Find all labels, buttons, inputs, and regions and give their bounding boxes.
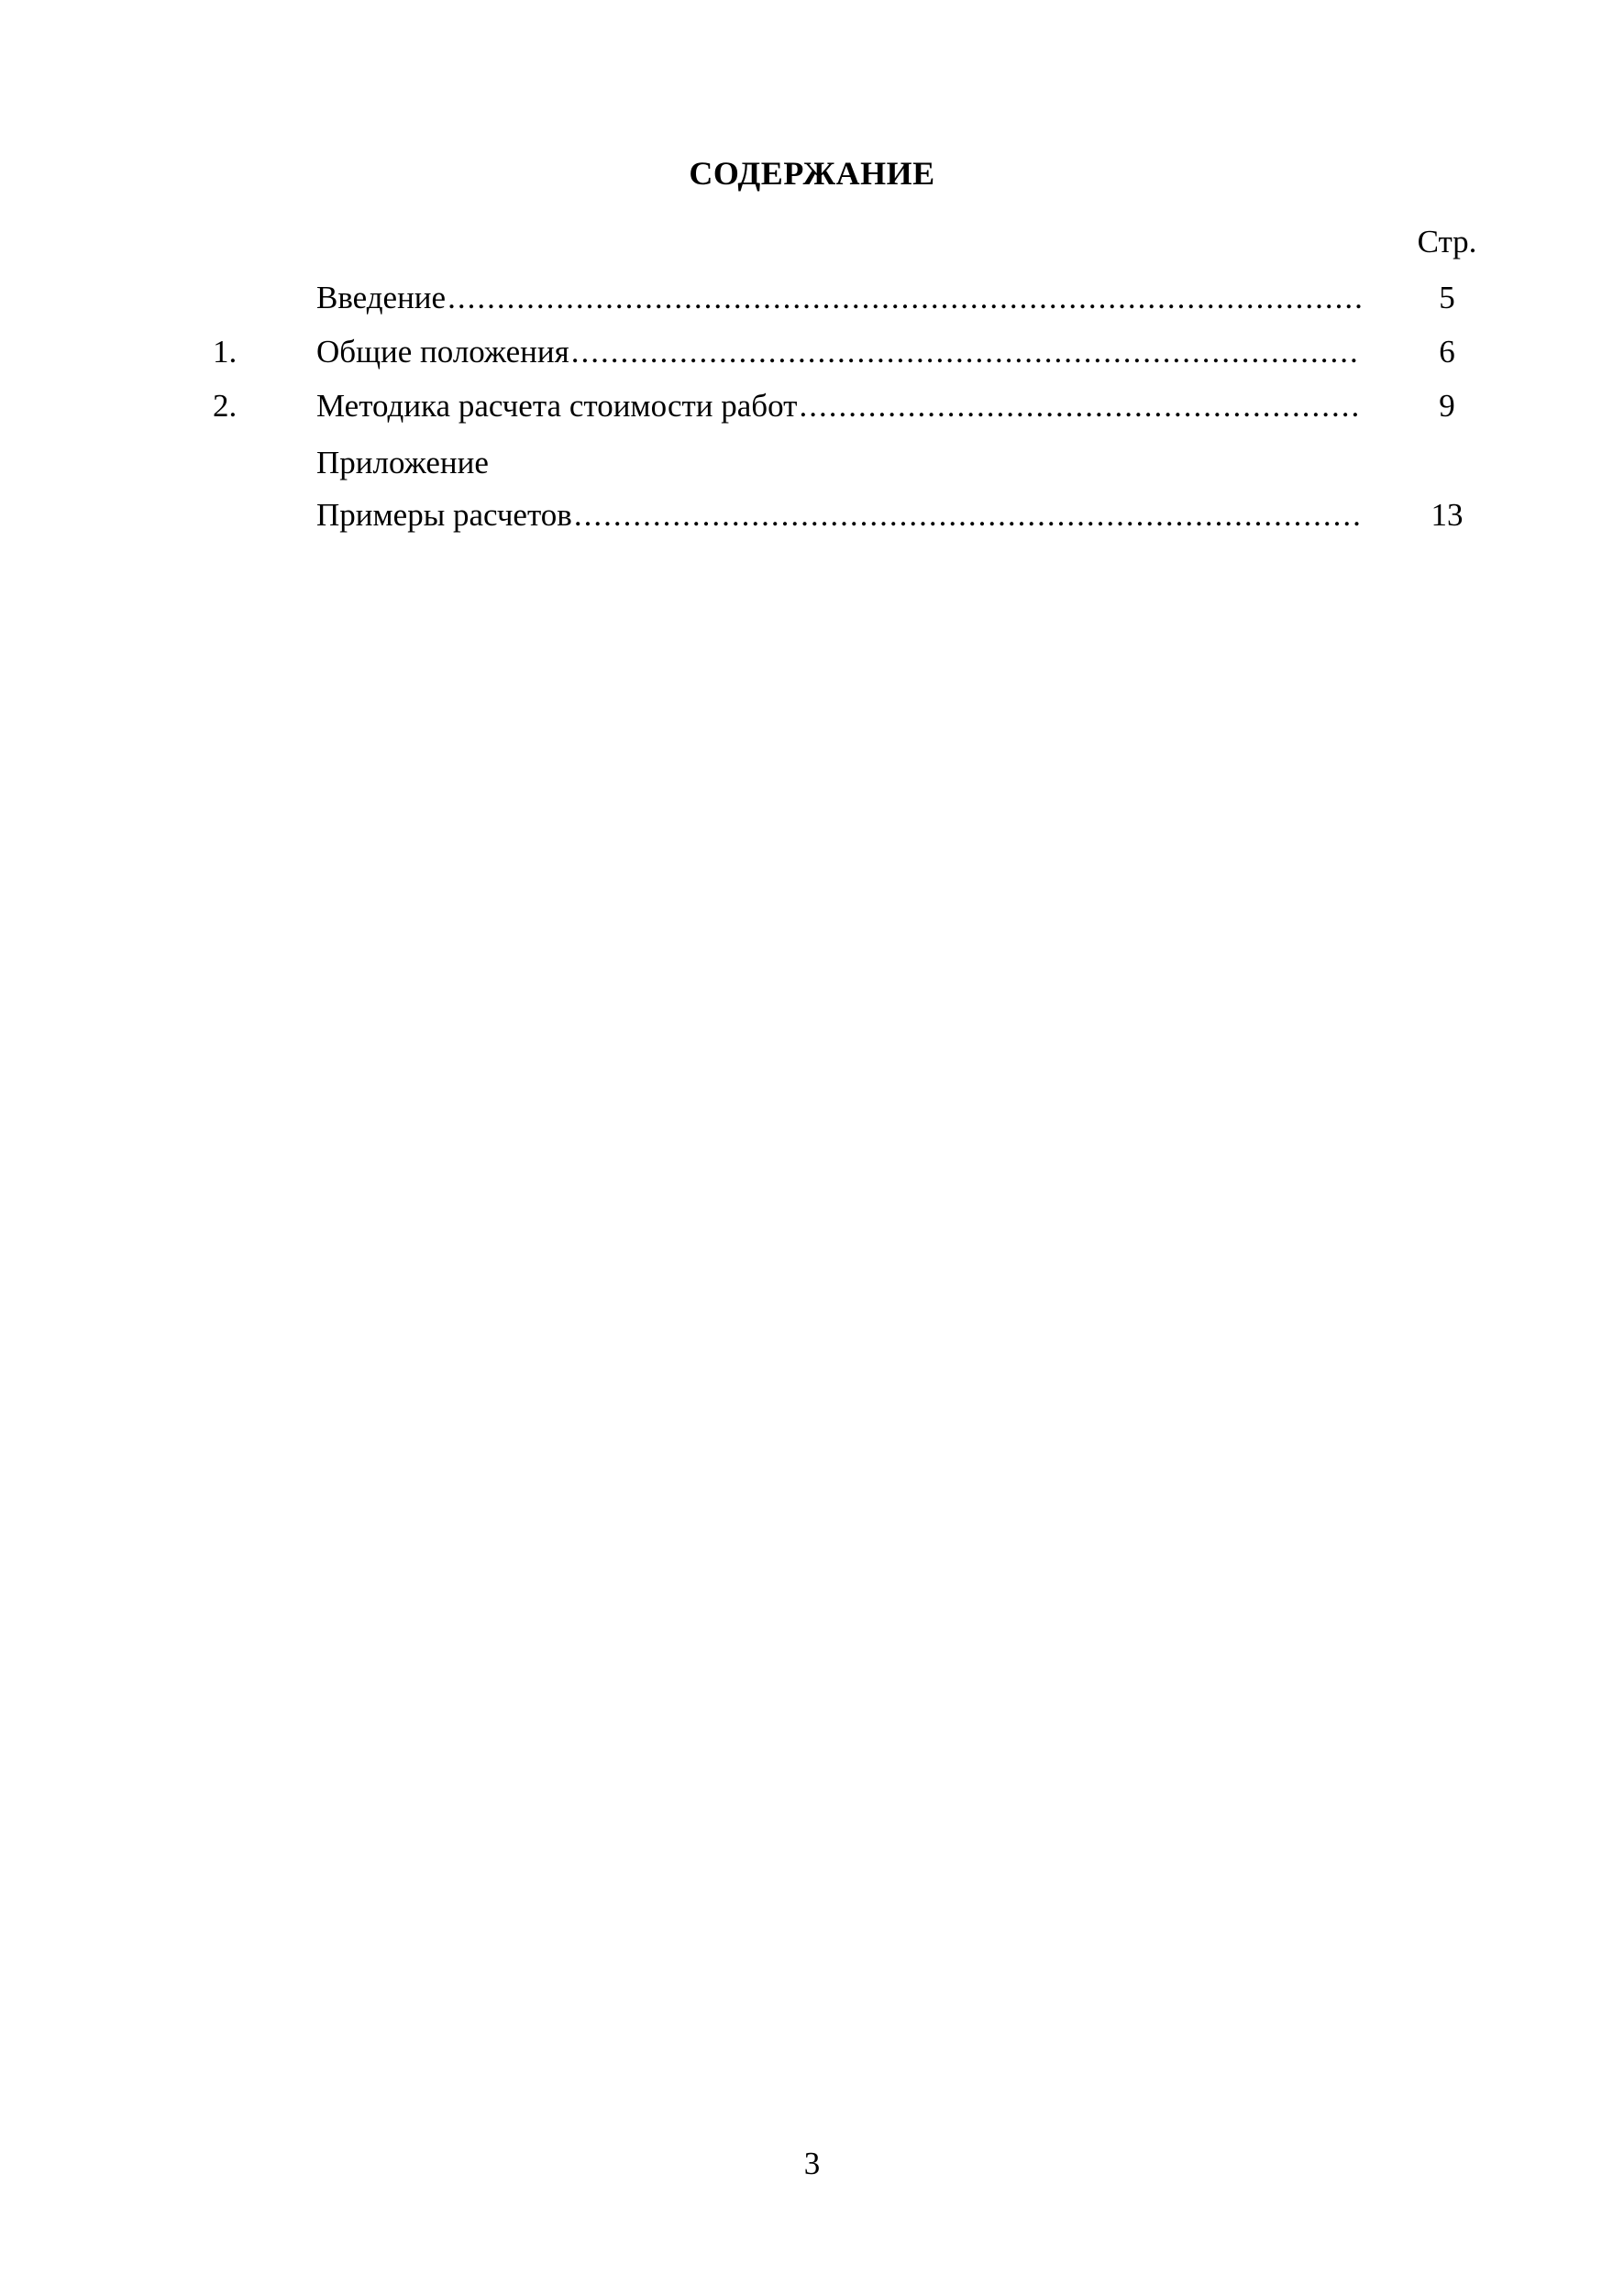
toc-item[interactable] (316, 383, 1362, 429)
toc-dot-leader (447, 275, 1362, 321)
toc-item-label: Общие положения (316, 334, 569, 370)
appendix-heading: Приложение (316, 445, 489, 480)
toc-item-label: Примеры расчетов (316, 497, 572, 533)
page-number: 3 (803, 2146, 821, 2181)
toc-item-page: 13 (1431, 497, 1464, 533)
toc-item[interactable] (316, 275, 1362, 321)
toc-item-page: 5 (1439, 280, 1455, 315)
page-title: СОДЕРЖАНИЕ (689, 155, 935, 192)
toc-item-appendix[interactable] (316, 492, 1362, 538)
toc-dot-leader (574, 492, 1362, 538)
toc-item-number: 1. (213, 334, 238, 370)
toc-item-page: 9 (1439, 388, 1455, 424)
page-column-header: Стр. (1417, 224, 1477, 259)
toc-dot-leader (799, 383, 1362, 429)
toc-item-number: 2. (213, 388, 238, 424)
toc-item-label: Методика расчета стоимости работ (316, 388, 798, 424)
toc-item-page: 6 (1439, 334, 1455, 370)
toc-item[interactable] (316, 329, 1362, 375)
toc-dot-leader (571, 329, 1362, 375)
toc-item-label: Введение (316, 280, 447, 315)
